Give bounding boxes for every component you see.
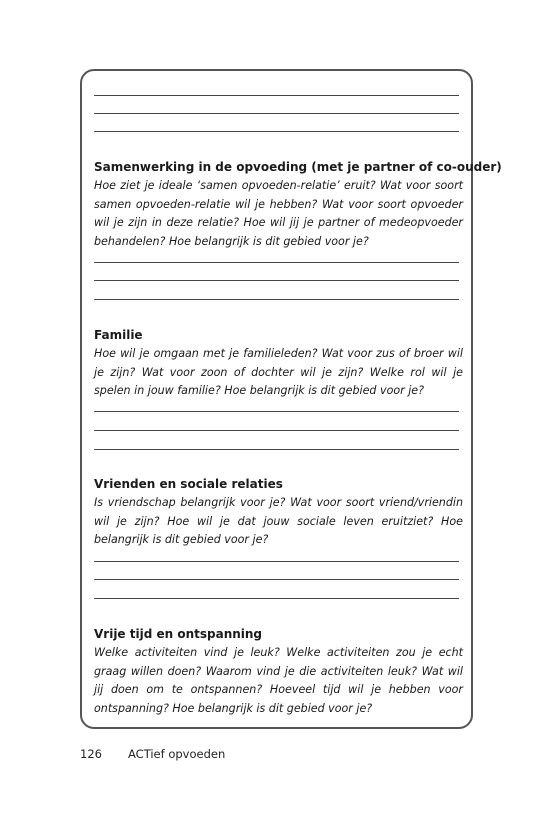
answer-line[interactable] xyxy=(94,561,459,562)
answer-line[interactable] xyxy=(94,299,459,300)
section-heading-vrienden: Vrienden en sociale relaties xyxy=(94,477,283,491)
answer-line[interactable] xyxy=(94,430,459,431)
section-prompt-vrienden: Is vriendschap belangrijk voor je? Wat voor soort vriend/vriendin wil je zijn? Hoe wil je dat jouw sociale leven eruitziet? Hoe belangrijk is dit gebied voor je? xyxy=(94,496,463,547)
answer-line[interactable] xyxy=(94,411,459,412)
section-heading-familie: Familie xyxy=(94,328,143,342)
page-number: 126 xyxy=(80,747,102,761)
worksheet-frame xyxy=(80,69,502,729)
worksheet-content xyxy=(94,71,502,727)
answer-line[interactable] xyxy=(94,113,459,114)
answer-line[interactable] xyxy=(94,598,459,599)
section-prompt-familie: Hoe wil je omgaan met je familieleden? Wat voor zus of broer wil je zijn? Wat voor zoon of dochter wil je zijn? Welke rol wil je spelen in jouw familie? Hoe belangrijk is dit gebied voor je? xyxy=(94,347,463,398)
page-footer xyxy=(80,747,225,761)
section-prompt-vrije-tijd: Welke activiteiten vind je leuk? Welke activiteiten zou je echt graag willen doen? Waarom vind je die activiteiten leuk? Wat wil jij doen om te ontspannen? Hoeveel tijd wil je hebben voor ontspanning? Hoe belangrijk is dit gebied voor je? xyxy=(94,646,463,715)
section-heading-vrije-tijd: Vrije tijd en ontspanning xyxy=(94,627,263,641)
section-prompt-samenwerking: Hoe ziet je ideale ‘samen opvoeden-relatie’ eruit? Wat voor soort samen opvoeden-relatie wil je hebben? Wat voor soort opvoeder wil je zijn in deze relatie? Hoe wil jij je partner of medeopvoeder behandelen? Hoe belangrijk is dit gebied voor je? xyxy=(94,179,463,248)
answer-line[interactable] xyxy=(94,262,459,263)
answer-line[interactable] xyxy=(94,579,459,580)
answer-line[interactable] xyxy=(94,449,459,450)
section-heading-samenwerking: Samenwerking in de opvoeding (met je partner of co-ouder) xyxy=(94,160,502,174)
answer-line[interactable] xyxy=(94,131,459,132)
answer-line[interactable] xyxy=(94,280,459,281)
book-title: ACTief opvoeden xyxy=(128,747,226,761)
answer-line[interactable] xyxy=(94,95,459,96)
